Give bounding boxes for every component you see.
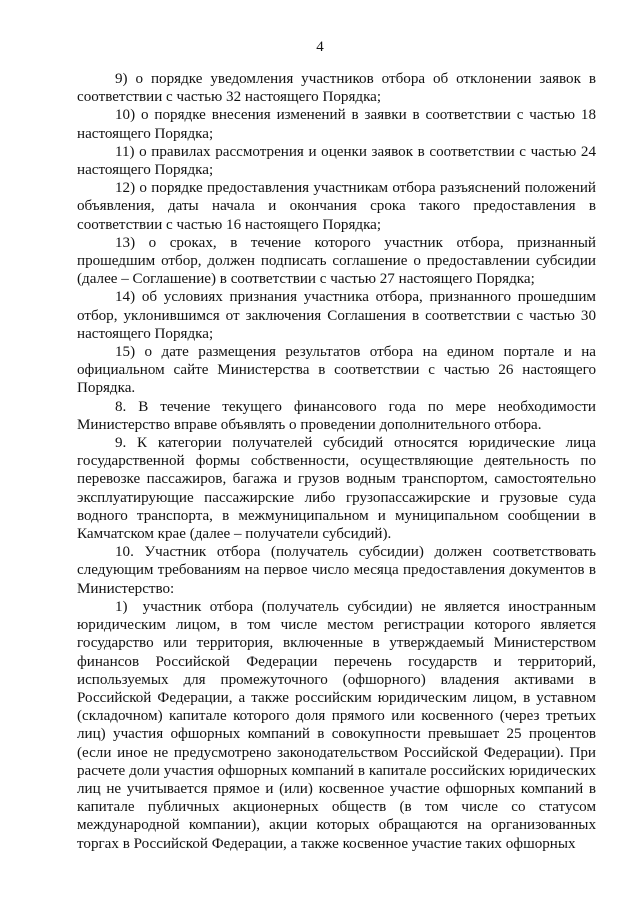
paragraph-item-11: 11) о правилах рассмотрения и оценки заявок в соответствии с частью 24 настоящего Порядка; xyxy=(77,143,596,179)
page-number: 4 xyxy=(316,39,324,55)
paragraph-requirement-1: 1) участник отбора (получатель субсидии) не является иностранным юридическим лицом, в том числе местом регистрации которого является государство или территория, включенные в утверждаемый Министерством финансов Российской Федерации перечень государств и территорий, используемых для промежуточного (офшорного) владения активами в Российской Федерации, а также российским юридическим лицом, в уставном (складочном) капитале которого доля прямого или косвенного (через третьих лиц) участия офшорных компаний в совокупности превышает 25 процентов (если иное не предусмотрено законодательством Российской Федерации). При расчете доли участия офшорных компаний в капитале российских юридических лиц не учитывается прямое и (или) косвенное участие офшорных компаний в капитале публичных акционерных обществ (в том числе со статусом международной компании), акции которых обращаются на организованных торгах в Российской Федерации, а также косвенное участие таких офшорных xyxy=(77,598,596,852)
paragraph-item-9: 9) о порядке уведомления участников отбора об отклонении заявок в соответствии с частью 32 настоящего Порядка; xyxy=(77,71,596,106)
paragraph-item-15: 15) о дате размещения результатов отбора на едином портале и на официальном сайте Министерства в соответствии с частью 26 настоящего Порядка. xyxy=(77,344,596,397)
paragraph-item-13: 13) о сроках, в течение которого участник отбора, признанный прошедшим отбор, должен подписать соглашение о предоставлении субсидии (далее – Соглашение) в соответствии с частью 27 настоящего Порядка; xyxy=(77,234,596,288)
document-body xyxy=(77,70,596,853)
paragraph-section-9: 9. К категории получателей субсидий относятся юридические лица государственной формы собственности, осуществляющие деятельность по перевозке пассажиров, багажа и грузов водным транспортом, самостоятельно эксплуатирующие пассажирские либо грузопассажирские и грузовые суда водного транспорта, в межмуниципальном и муниципальном сообщении в Камчатском крае (далее – получатели субсидий). xyxy=(77,435,596,543)
paragraph-item-10: 10) о порядке внесения изменений в заявки в соответствии с частью 18 настоящего Порядка; xyxy=(77,107,596,142)
paragraph-section-8: 8. В течение текущего финансового года по мере необходимости Министерство вправе объявлять о проведении дополнительного отбора. xyxy=(77,398,596,433)
paragraph-item-12: 12) о порядке предоставления участникам отбора разъяснений положений объявления, даты начала и окончания срока такого предоставления в соответствии с частью 16 настоящего Порядка; xyxy=(77,180,596,233)
paragraph-item-14: 14) об условиях признания участника отбора, признанного прошедшим отбор, уклонившимся от заключения Соглашения в соответствии с частью 30 настоящего Порядка; xyxy=(77,289,596,342)
paragraph-section-10: 10. Участник отбора (получатель субсидии) должен соответствовать следующим требованиям на первое число месяца предоставления документов в Министерство: xyxy=(77,544,596,597)
